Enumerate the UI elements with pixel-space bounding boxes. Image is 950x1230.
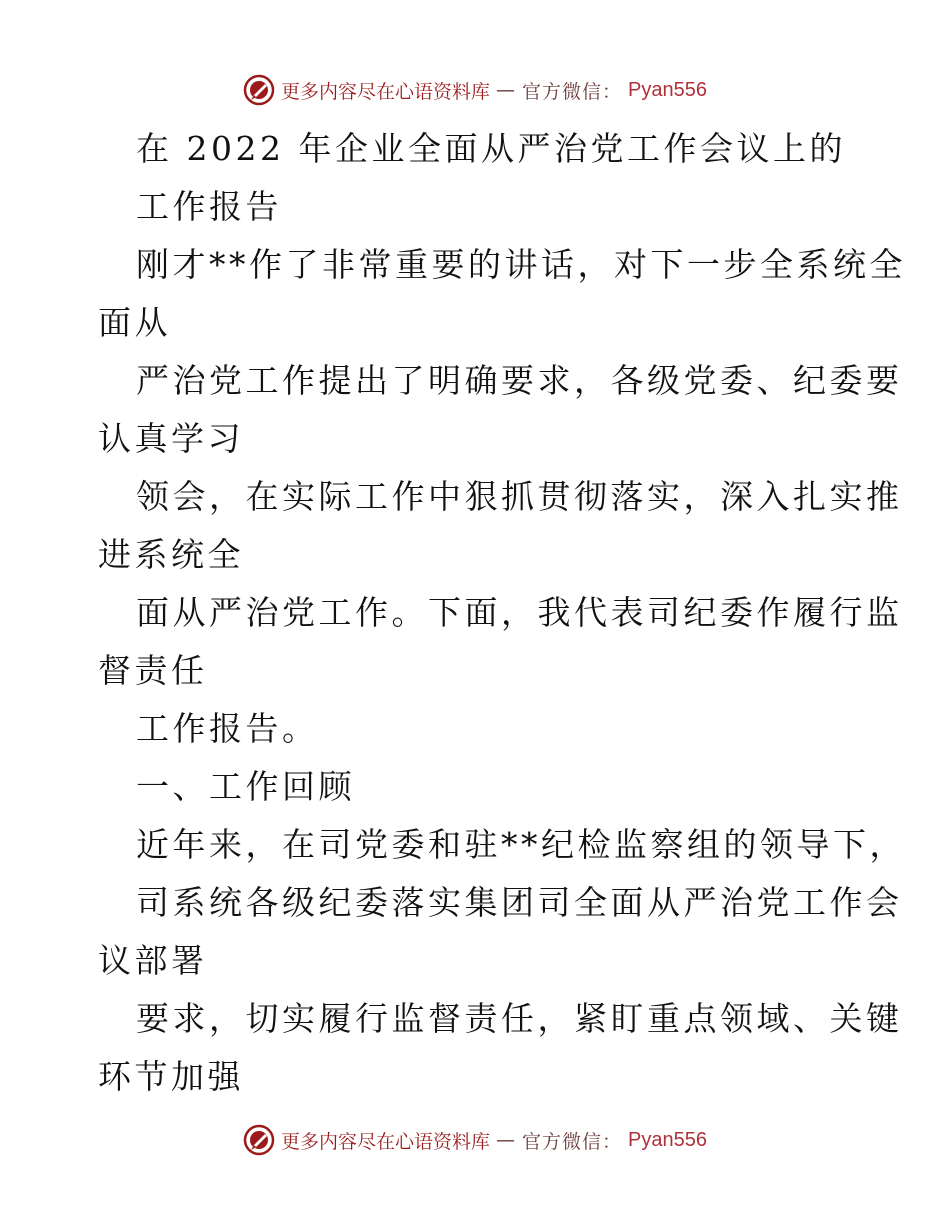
section-heading: 一、工作回顾 xyxy=(136,767,355,806)
document-body xyxy=(98,120,906,1106)
watermark-dash: — xyxy=(496,79,517,101)
doc-line: 督责任 xyxy=(98,651,208,690)
doc-line: 认真学习 xyxy=(98,419,244,458)
doc-line: 面从严治党工作。下面，我代表司纪委作履行监 xyxy=(136,593,903,632)
doc-line: 近年来，在司党委和驻**纪检监察组的领导下， xyxy=(136,825,906,864)
watermark-dash: — xyxy=(496,1129,517,1151)
doc-line-title-2: 工作报告 xyxy=(136,187,282,226)
watermark-id: Pyan556 xyxy=(628,1128,707,1151)
pen-seal-icon xyxy=(243,74,275,106)
watermark-site: 更多内容尽在心语资料库 xyxy=(281,80,491,103)
watermark-banner-top xyxy=(0,70,950,110)
doc-line: 环节加强 xyxy=(98,1057,244,1096)
doc-line: 议部署 xyxy=(98,941,208,980)
doc-line: 严治党工作提出了明确要求，各级党委、纪委要 xyxy=(136,361,903,400)
doc-line: 面从 xyxy=(98,303,171,342)
doc-line: 要求，切实履行监督责任，紧盯重点领域、关键 xyxy=(136,999,903,1038)
doc-line: 领会，在实际工作中狠抓贯彻落实，深入扎实推 xyxy=(136,477,903,516)
watermark-site: 更多内容尽在心语资料库 xyxy=(281,1130,491,1153)
doc-line: 工作报告。 xyxy=(136,709,319,748)
doc-line: 刚才**作了非常重要的讲话，对下一步全系统全 xyxy=(136,245,906,284)
doc-line: 进系统全 xyxy=(98,535,244,574)
watermark-label: 官方微信： xyxy=(522,1130,623,1153)
pen-seal-icon xyxy=(243,1124,275,1156)
doc-line: 司系统各级纪委落实集团司全面从严治党工作会 xyxy=(136,883,903,922)
watermark-id: Pyan556 xyxy=(628,78,707,101)
watermark-banner-bottom xyxy=(0,1120,950,1160)
doc-line-title-1: 在 2022 年企业全面从严治党工作会议上的 xyxy=(136,129,846,168)
watermark-label: 官方微信： xyxy=(522,80,623,103)
